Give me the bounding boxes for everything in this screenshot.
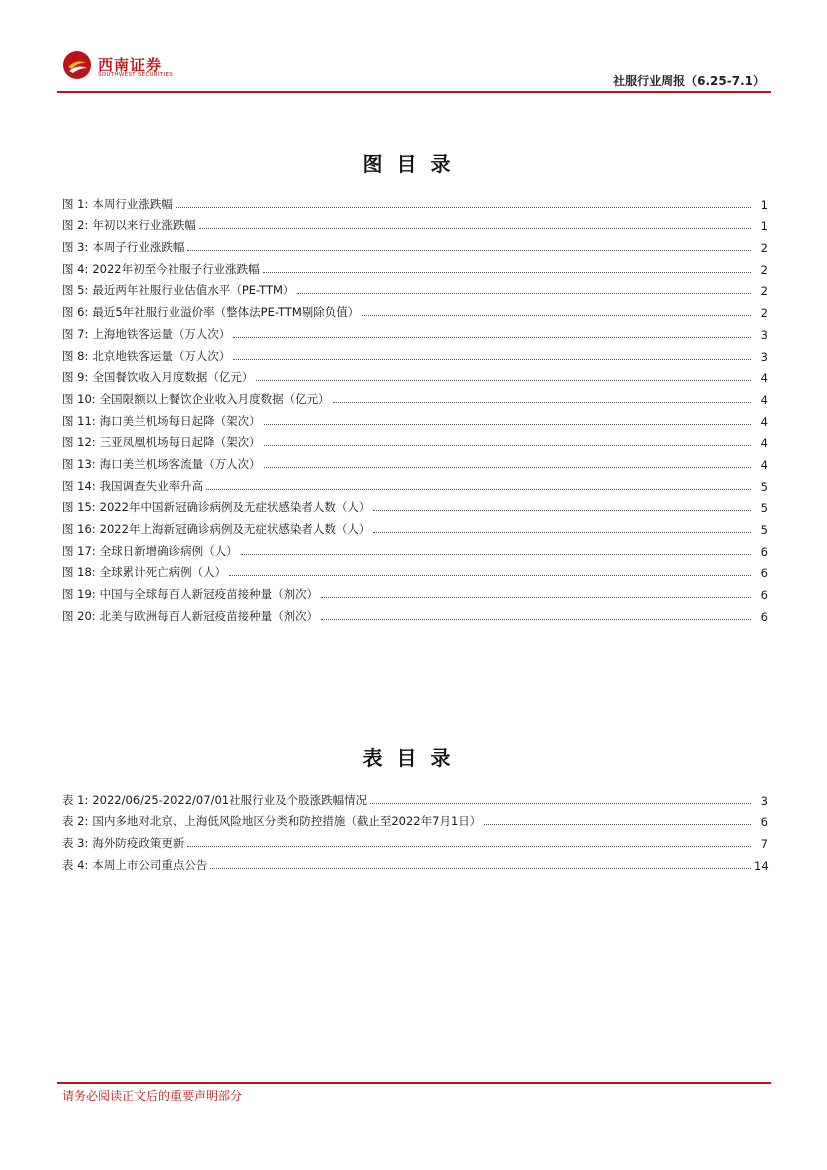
figure-toc-page-number: 6 [760, 544, 768, 559]
figure-toc-title: 三亚凤凰机场每日起降（架次） [99, 435, 261, 450]
figure-toc-entry[interactable] [62, 407, 768, 429]
table-toc-title: 海外防疫政策更新 [92, 836, 185, 851]
figure-toc-label: 图 20: [62, 608, 96, 623]
figure-toc-page-number: 4 [760, 436, 768, 451]
table-toc-label: 表 3: [62, 836, 89, 851]
dot-leader [233, 337, 751, 338]
figure-toc-entry[interactable] [62, 472, 768, 494]
page-header [0, 0, 827, 100]
figure-toc-page-number: 6 [760, 566, 768, 581]
figure-toc-title: 中国与全球每百人新冠疫苗接种量（剂次） [99, 587, 319, 602]
figure-toc-entry[interactable] [62, 602, 768, 624]
figure-toc-label: 图 9: [62, 370, 89, 385]
dot-leader [263, 272, 751, 273]
figure-toc-entry[interactable] [62, 429, 768, 451]
dot-leader [484, 824, 751, 825]
figure-toc-label: 图 10: [62, 391, 96, 406]
dot-leader [206, 489, 751, 490]
dot-leader [373, 510, 751, 511]
figure-toc-label: 图 6: [62, 305, 89, 320]
table-toc-entry[interactable] [62, 808, 768, 830]
logo-text-cn: 西南证券 [98, 56, 163, 74]
logo-text-en: SOUTHWEST SECURITIES [98, 72, 174, 78]
figure-toc-label: 图 4: [62, 261, 89, 276]
figure-toc-label: 图 17: [62, 543, 96, 558]
figure-toc-page-number: 4 [760, 371, 768, 386]
figures-toc-title: 图目录 [362, 152, 465, 176]
figure-toc-page-number: 5 [760, 523, 768, 537]
figure-toc-entry[interactable] [62, 385, 768, 407]
figure-toc-label: 图 13: [62, 456, 96, 471]
figure-toc-title: 我国调查失业率升高 [99, 478, 204, 493]
figure-toc-entry[interactable] [62, 580, 768, 602]
figure-toc-page-number: 1 [760, 197, 768, 212]
table-toc-page-number: 6 [760, 815, 768, 830]
dot-leader [297, 293, 751, 294]
figure-toc-title: 全国餐饮收入月度数据（亿元） [92, 370, 254, 385]
dot-leader [264, 467, 751, 468]
figure-toc-page-number: 2 [760, 262, 768, 277]
figure-toc-entry[interactable] [62, 320, 768, 342]
figure-toc-label: 图 12: [62, 435, 96, 450]
table-toc-label: 表 2: [62, 814, 89, 829]
figure-toc-title: 2022年初至今社服子行业涨跌幅 [92, 261, 260, 276]
table-toc-page-number: 3 [760, 793, 768, 808]
figure-toc-entry[interactable] [62, 537, 768, 559]
figure-toc-label: 图 19: [62, 587, 96, 602]
figure-toc-page-number: 3 [760, 349, 768, 364]
figure-toc-title: 北美与欧洲每百人新冠疫苗接种量（剂次） [99, 608, 319, 623]
dot-leader [187, 846, 751, 847]
table-toc-title: 国内多地对北京、上海低风险地区分类和防控措施（截止至2022年7月1日） [92, 814, 482, 829]
dot-leader [187, 250, 751, 251]
figure-toc-entry[interactable] [62, 515, 768, 537]
figure-toc-page-number: 1 [760, 219, 768, 234]
figure-toc-entry[interactable] [62, 298, 768, 320]
figure-toc-page-number: 6 [760, 588, 768, 603]
footer-divider [57, 1082, 771, 1084]
table-toc-label: 表 1: [62, 792, 89, 807]
figure-toc-title: 最近5年社服行业溢价率（整体法PE-TTM剔除负值） [92, 305, 360, 320]
figure-toc-page-number: 2 [760, 241, 768, 256]
table-toc-label: 表 4: [62, 857, 89, 872]
figure-toc-title: 北京地铁客运量（万人次） [92, 348, 231, 363]
figure-toc-entry[interactable] [62, 277, 768, 299]
tables-toc-title: 表目录 [362, 746, 465, 770]
figure-toc-entry[interactable] [62, 342, 768, 364]
dot-leader [362, 315, 751, 316]
company-logo [62, 50, 182, 84]
figure-toc-label: 图 5: [62, 283, 89, 298]
figure-toc-label: 图 7: [62, 326, 89, 341]
figure-toc-label: 图 2: [62, 218, 89, 233]
figure-toc-label: 图 16: [62, 522, 96, 536]
header-divider [57, 91, 771, 93]
figure-toc-title: 海口美兰机场每日起降（架次） [99, 413, 261, 428]
figure-toc-title: 2022年中国新冠确诊病例及无症状感染者人数（人） [99, 500, 371, 515]
dot-leader [176, 207, 751, 208]
footer-disclaimer: 请务必阅读正文后的重要声明部分 [62, 1089, 243, 1103]
table-toc-title: 本周上市公司重点公告 [92, 857, 208, 872]
figure-toc-label: 图 8: [62, 348, 89, 363]
figure-toc-entry[interactable] [62, 212, 768, 234]
dot-leader [373, 532, 751, 533]
figure-toc-title: 最近两年社服行业估值水平（PE-TTM） [92, 283, 295, 298]
figure-toc-title: 本周行业涨跌幅 [92, 196, 173, 211]
figure-toc-label: 图 11: [62, 413, 96, 428]
figure-toc-title: 上海地铁客运量（万人次） [92, 326, 231, 341]
dot-leader [241, 554, 751, 555]
dot-leader [210, 868, 751, 869]
figure-toc-entry[interactable] [62, 190, 768, 212]
figure-toc-page-number: 4 [760, 392, 768, 407]
figure-toc-page-number: 3 [760, 327, 768, 342]
figure-toc-page-number: 4 [760, 457, 768, 472]
logo-mark-icon [62, 50, 92, 80]
figure-toc-label: 图 18: [62, 565, 96, 580]
report-title: 社服行业周报（6.25-7.1） [613, 74, 765, 88]
figure-toc-title: 全球累计死亡病例（人） [99, 565, 227, 580]
dot-leader [199, 228, 751, 229]
dot-leader [333, 402, 751, 403]
figures-toc-list [62, 190, 768, 624]
figure-toc-entry[interactable] [62, 233, 768, 255]
table-toc-page-number: 14 [754, 858, 769, 873]
figure-toc-title: 全球日新增确诊病例（人） [99, 543, 238, 558]
figure-toc-page-number: 2 [760, 306, 768, 321]
dot-leader [233, 359, 751, 360]
figure-toc-entry[interactable] [62, 450, 768, 472]
figure-toc-title: 2022年上海新冠确诊病例及无症状感染者人数（人） [99, 522, 371, 536]
dot-leader [321, 597, 751, 598]
figure-toc-page-number: 2 [760, 284, 768, 299]
dot-leader [256, 380, 751, 381]
table-toc-entry[interactable] [62, 786, 768, 808]
figure-toc-entry[interactable] [62, 559, 768, 581]
dot-leader [370, 803, 751, 804]
figure-toc-page-number: 6 [760, 609, 768, 624]
figure-toc-title: 海口美兰机场客流量（万人次） [99, 456, 261, 471]
figure-toc-title: 年初以来行业涨跌幅 [92, 218, 196, 233]
figure-toc-page-number: 5 [760, 501, 768, 516]
figure-toc-entry[interactable] [62, 255, 768, 277]
figure-toc-entry[interactable] [62, 364, 768, 386]
dot-leader [264, 424, 751, 425]
table-toc-entry[interactable] [62, 829, 768, 851]
figure-toc-label: 图 3: [62, 240, 89, 255]
tables-toc-list [62, 786, 768, 873]
figure-toc-title: 本周子行业涨跌幅 [92, 240, 185, 255]
figure-toc-label: 图 14: [62, 478, 96, 493]
dot-leader [229, 575, 751, 576]
figure-toc-title: 全国限额以上餐饮企业收入月度数据（亿元） [99, 391, 330, 406]
figure-toc-page-number: 4 [760, 414, 768, 429]
figure-toc-label: 图 1: [62, 196, 89, 211]
figure-toc-label: 图 15: [62, 500, 96, 515]
figure-toc-page-number: 5 [760, 479, 768, 494]
dot-leader [321, 619, 751, 620]
table-toc-page-number: 7 [760, 837, 768, 852]
table-toc-title: 2022/06/25-2022/07/01社服行业及个股涨跌幅情况 [92, 792, 368, 807]
dot-leader [264, 445, 751, 446]
figure-toc-entry[interactable] [62, 494, 768, 516]
table-toc-entry[interactable] [62, 851, 768, 873]
